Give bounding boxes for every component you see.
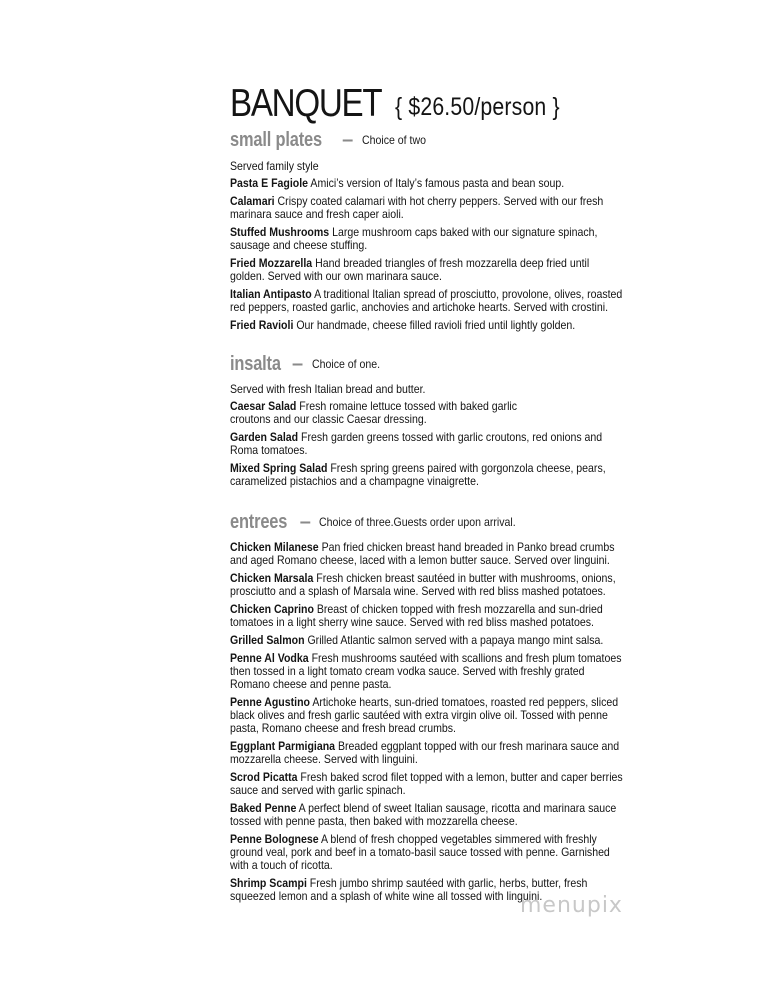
item-description: A blend of fresh chopped vegetables simmered with freshly ground veal, pork and beef in a tomato-basil sauce tossed with penne. Garnished with a touch of ricotta. <box>230 832 610 872</box>
section-note: Choice of three.Guests order upon arrival. <box>319 515 516 529</box>
item-name: Penne Agustino <box>230 695 310 709</box>
menu-item <box>230 319 626 332</box>
item-name: Eggplant Parmigiana <box>230 739 336 753</box>
section-heading <box>230 130 630 150</box>
watermark: menupix <box>520 893 623 918</box>
item-name: Grilled Salmon <box>230 633 305 647</box>
item-description: A perfect blend of sweet Italian sausage, ricotta and marinara sauce tossed with penne pasta, then baked with mozzarella cheese. <box>230 801 617 828</box>
section-dash: – <box>299 511 311 533</box>
item-name: Scrod Picatta <box>230 770 298 784</box>
section-insalta <box>230 354 630 488</box>
menu-item <box>230 634 626 647</box>
item-name: Chicken Marsala <box>230 571 314 585</box>
menu-item <box>230 195 626 221</box>
menu-item <box>230 833 626 872</box>
item-name: Penne Bolognese <box>230 832 319 846</box>
item-name: Fried Mozzarella <box>230 256 313 270</box>
menu-item <box>230 462 608 488</box>
item-name: Italian Antipasto <box>230 287 312 301</box>
menu-item <box>230 802 626 828</box>
item-description: Amici’s version of Italy’s famous pasta and bean soup. <box>308 176 565 190</box>
section-dash: – <box>291 353 304 375</box>
item-name: Calamari <box>230 194 275 208</box>
menu-title: BANQUET <box>230 82 382 125</box>
menu-item <box>230 288 626 314</box>
section-heading <box>230 354 630 374</box>
item-description: Fresh chicken breast sautéed in butter with mushrooms, onions, prosciutto and a splash of Marsala wine. Served with red bliss mashed potatoes. <box>230 571 616 598</box>
item-description: Fresh garden greens tossed with garlic croutons, red onions and Roma tomatoes. <box>230 430 603 457</box>
menu-item <box>230 431 608 457</box>
item-name: Penne Al Vodka <box>230 651 309 665</box>
item-description: A traditional Italian spread of prosciutto, provolone, olives, roasted red peppers, roasted garlic, anchovies and artichoke hearts. Served with crostini. <box>230 287 623 314</box>
item-name: Stuffed Mushrooms <box>230 225 330 239</box>
item-description: Fresh jumbo shrimp sautéed with garlic, herbs, butter, fresh squeezed lemon and a splash of white wine all tossed with linguini. <box>230 876 588 903</box>
item-name: Caesar Salad <box>230 399 297 413</box>
item-name: Garden Salad <box>230 430 299 444</box>
item-description: Hand breaded triangles of fresh mozzarella deep fried until golden. Served with our own marinara sauce. <box>230 256 590 283</box>
item-name: Chicken Milanese <box>230 540 319 554</box>
menu-item <box>230 177 626 190</box>
item-name: Chicken Caprino <box>230 602 314 616</box>
item-name: Fried Ravioli <box>230 318 294 332</box>
menu-item <box>230 400 529 426</box>
item-description: Fresh spring greens paired with gorgonzola cheese, pears, caramelized pistachios and a champagne vinaigrette. <box>230 461 606 488</box>
item-name: Pasta E Fagiole <box>230 176 309 190</box>
section-entrees <box>230 512 630 903</box>
menu-item <box>230 771 626 797</box>
item-name: Shrimp Scampi <box>230 876 307 890</box>
menu-item <box>230 696 626 735</box>
item-name: Mixed Spring Salad <box>230 461 328 475</box>
menu-price: { $26.50/person } <box>395 93 560 121</box>
section-dash: – <box>342 129 354 151</box>
section-note: Choice of one. <box>311 357 380 371</box>
item-description: Pan fried chicken breast hand breaded in Panko bread crumbs and aged Romano cheese, laced with a lemon butter sauce. Served over linguini. <box>230 540 615 567</box>
item-description: Crispy coated calamari with hot cherry peppers. Served with our fresh marinara sauce and fresh caper aioli. <box>230 194 604 221</box>
item-description: Fresh baked scrod filet topped with a lemon, butter and caper berries sauce and served with garlic spinach. <box>230 770 623 797</box>
section-note: Choice of two <box>361 133 426 147</box>
menu-item <box>230 257 626 283</box>
item-description: Breast of chicken topped with fresh mozzarella and sun-dried tomatoes in a light sherry wine sauce. Served with red bliss mashed potatoes. <box>230 602 603 629</box>
item-description: Breaded eggplant topped with our fresh marinara sauce and mozzarella cheese. Served with linguini. <box>230 739 620 766</box>
item-description: Large mushroom caps baked with our signature spinach, sausage and cheese stuffing. <box>230 225 598 252</box>
menu-header <box>230 84 630 128</box>
section-name: insalta <box>230 353 281 375</box>
menu-item <box>230 740 626 766</box>
menu-item <box>230 652 626 691</box>
section-subtitle: Served with fresh Italian bread and butter. <box>230 382 426 396</box>
section-small-plates <box>230 130 630 332</box>
section-heading <box>230 512 630 532</box>
item-description: Artichoke hearts, sun-dried tomatoes, roasted red peppers, sliced black olives and fresh garlic sautéed with extra virgin olive oil. Tossed with penne pasta, Romano cheese and fresh bread crumbs. <box>230 695 619 735</box>
menu-item <box>230 226 626 252</box>
section-subtitle: Served family style <box>230 159 319 173</box>
section-name: small plates <box>230 129 322 151</box>
menu-item <box>230 541 626 567</box>
menu-item <box>230 572 626 598</box>
item-description: Fresh mushrooms sautéed with scallions and fresh plum tomatoes then tossed in a light tomato cream vodka sauce. Served with freshly grated Romano cheese and penne pasta. <box>230 651 622 691</box>
item-description: Fresh romaine lettuce tossed with baked garlic croutons and our classic Caesar dressing. <box>230 399 518 426</box>
menu-item <box>230 603 626 629</box>
item-name: Baked Penne <box>230 801 297 815</box>
menu-page <box>230 84 630 908</box>
section-name: entrees <box>230 511 288 533</box>
item-description: Our handmade, cheese filled ravioli fried until lightly golden. <box>293 318 576 332</box>
item-description: Grilled Atlantic salmon served with a papaya mango mint salsa. <box>304 633 604 647</box>
